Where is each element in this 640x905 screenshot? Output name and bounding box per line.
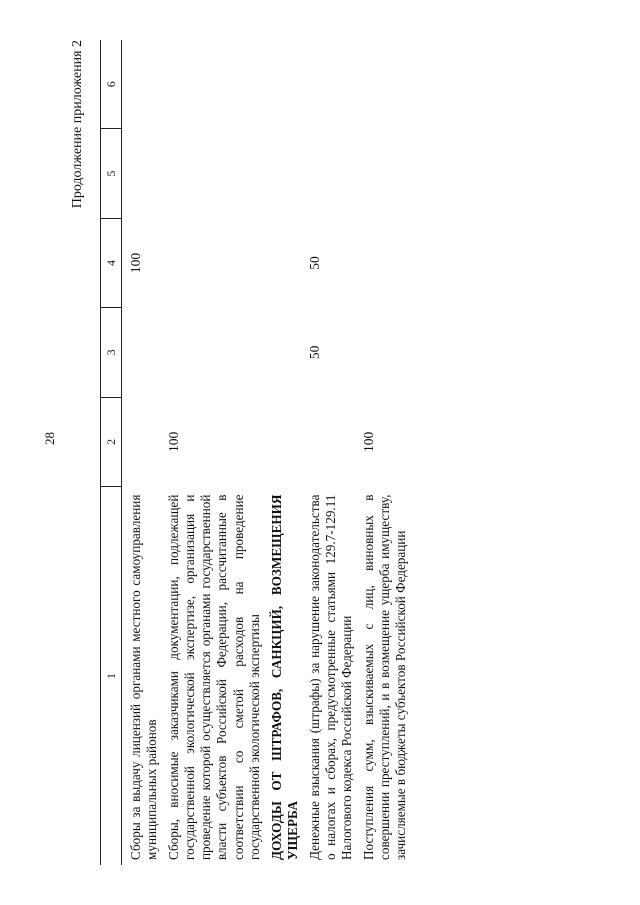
row-value-col2: 100 bbox=[361, 431, 377, 452]
row-value-col3 bbox=[166, 308, 263, 397]
row-value-col6 bbox=[361, 40, 409, 129]
column-header-1: 1 bbox=[101, 487, 122, 865]
row-value-col4 bbox=[269, 218, 301, 307]
income-table bbox=[100, 40, 410, 865]
column-header-3: 3 bbox=[101, 308, 122, 397]
row-value-col6 bbox=[269, 40, 301, 129]
row-value-col3 bbox=[128, 308, 160, 397]
row-value-col3 bbox=[269, 308, 301, 397]
row-value-col2: 100 bbox=[166, 431, 182, 452]
row-value-col4 bbox=[361, 218, 409, 307]
row-value-col4 bbox=[166, 218, 263, 307]
row-description: Сборы, вносимые заказчиками документации, подлежащей государственной экологической экспертизе, организация и проведение которой осуществляется органами государственной власти субъектов Российской Федерации, рассчитанные в соответствии со сметой расходов на проведение государственной экологической экспертизы bbox=[166, 494, 262, 860]
row-value-col5 bbox=[166, 129, 263, 218]
row-description: Денежные взыскания (штрафы) за нарушение законодательства о налогах и сборах, предусмотренные статьями 129.7-129.11 Налогового кодекса Российской Федерации bbox=[306, 494, 355, 860]
column-header-5: 5 bbox=[101, 129, 122, 218]
row-value-col5 bbox=[307, 129, 355, 218]
row-value-col3: 50 bbox=[306, 345, 322, 360]
column-header-2: 2 bbox=[101, 397, 122, 486]
column-header-6: 6 bbox=[101, 40, 122, 129]
table-row bbox=[307, 40, 355, 865]
table-row-section-heading bbox=[269, 40, 301, 865]
row-value-col5 bbox=[361, 129, 409, 218]
column-header-row bbox=[101, 40, 122, 865]
table-row bbox=[128, 40, 160, 865]
column-header-4: 4 bbox=[101, 218, 122, 307]
row-value-col5 bbox=[128, 129, 160, 218]
page-number: 28 bbox=[42, 432, 57, 445]
table-row bbox=[361, 40, 409, 865]
row-value-col6 bbox=[128, 40, 160, 129]
row-value-col2 bbox=[128, 397, 160, 486]
row-value-col5 bbox=[269, 129, 301, 218]
row-value-col3 bbox=[361, 308, 409, 397]
row-description: Поступления сумм, взыскиваемых с лиц, виновных в совершении преступлений, и в возмещение ущерба имуществу, зачисляемые в бюджеты субъектов Российской Федерации bbox=[361, 494, 409, 860]
row-description: Сборы за выдачу лицензий органами местного самоуправления муниципальных районов bbox=[128, 494, 160, 860]
table-row bbox=[166, 40, 263, 865]
row-value-col2 bbox=[269, 397, 301, 486]
row-value-col4: 100 bbox=[128, 252, 143, 274]
section-heading: ДОХОДЫ ОТ ШТРАФОВ, САНКЦИЙ, ВОЗМЕЩЕНИЯ УЩЕРБА bbox=[268, 494, 300, 860]
row-value-col2 bbox=[307, 397, 355, 486]
row-value-col6 bbox=[166, 40, 263, 129]
row-value-col6 bbox=[307, 40, 355, 129]
row-value-col4: 50 bbox=[306, 256, 322, 270]
appendix-label: Продолжение приложения 2 bbox=[70, 40, 85, 209]
